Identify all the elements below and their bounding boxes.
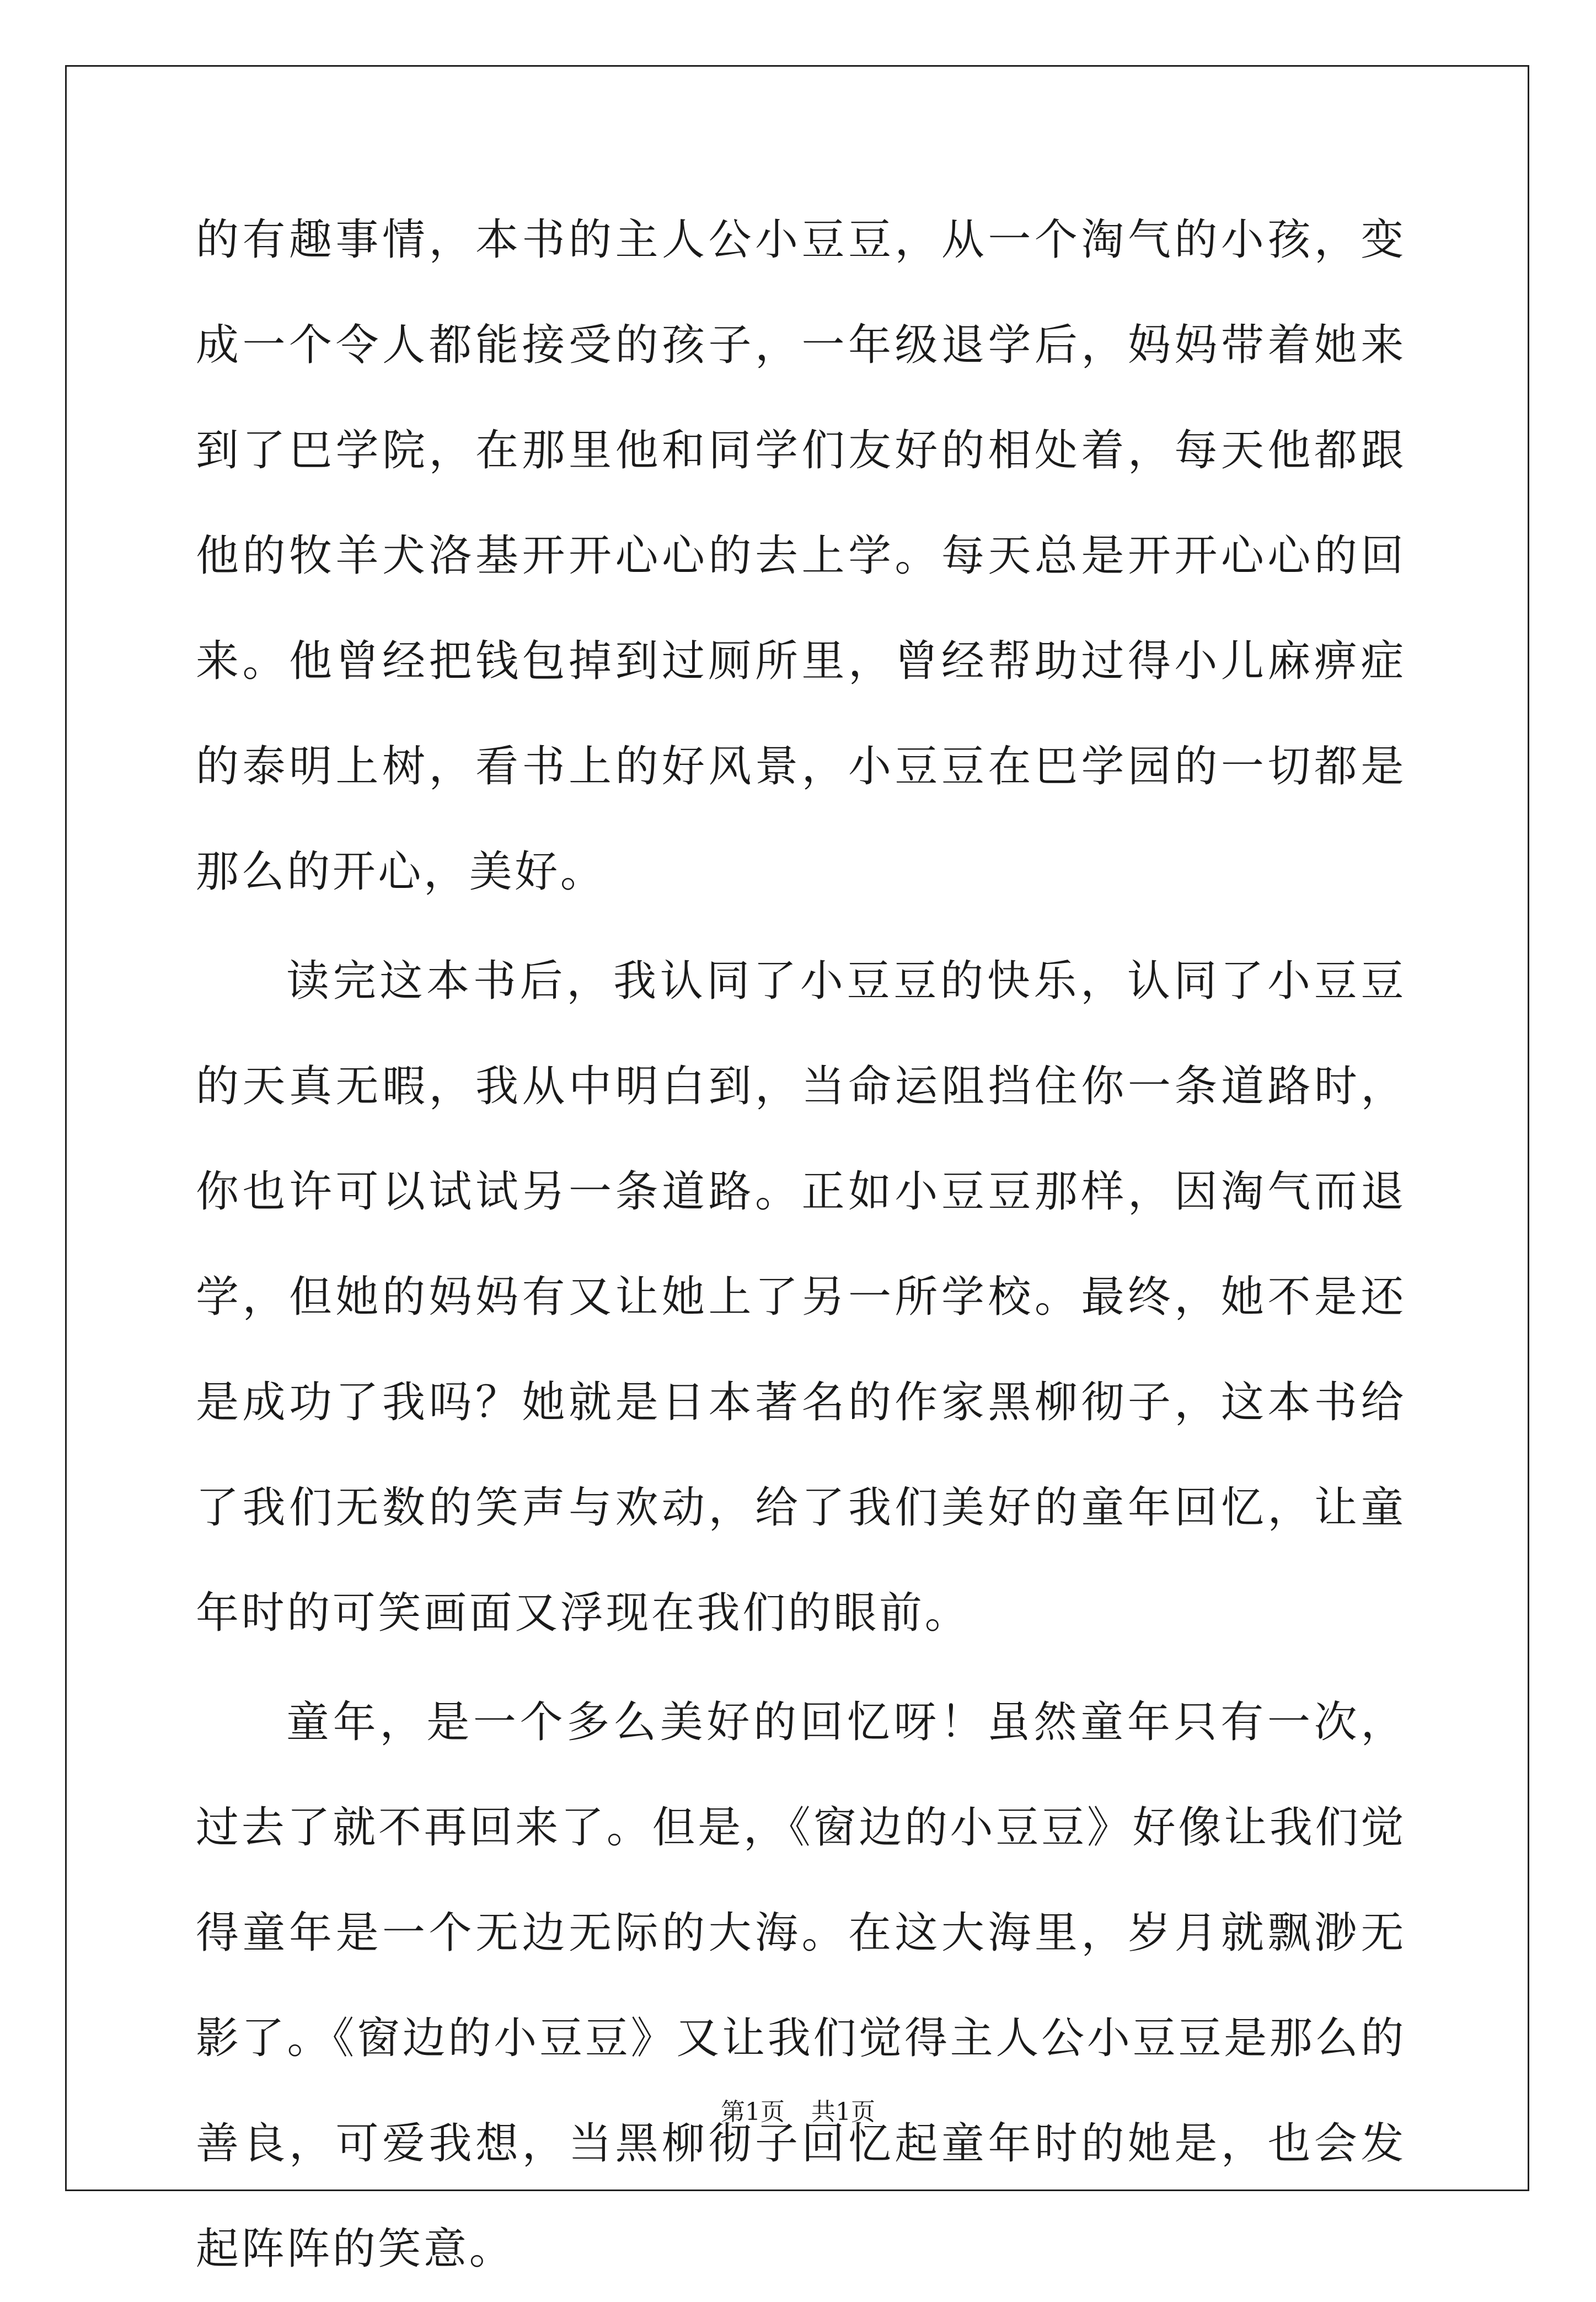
document-body [196, 188, 1406, 2302]
page-number-total: 共1页 [811, 2098, 875, 2126]
paragraph-3: 童年，是一个多么美好的回忆呀！虽然童年只有一次，过去了就不再回来了。但是，《窗边的小豆豆》好像让我们觉得童年是一个无边无际的大海。在这大海里，岁月就飘渺无影了。《窗边的小豆豆》又让我们觉得主人公小豆豆是那么的善良，可爱我想，当黑柳彻子回忆起童年时的她是，也会发起阵阵的笑意。 [196, 1698, 1406, 2274]
page-footer [0, 2096, 1596, 2129]
page-number-current: 第1页 [721, 2098, 785, 2126]
paragraph-2: 读完这本书后，我认同了小豆豆的快乐，认同了小豆豆的天真无暇，我从中明白到，当命运阻挡住你一条道路时，你也许可以试试另一条道路。正如小豆豆那样，因淘气而退学，但她的妈妈有又让她上了另一所学校。最终，她不是还是成功了我吗？她就是日本著名的作家黑柳彻子，这本书给了我们无数的笑声与欢动，给了我们美好的童年回忆，让童年时的可笑画面又浮现在我们的眼前。 [196, 956, 1406, 1638]
paragraph-1: 的有趣事情，本书的主人公小豆豆，从一个淘气的小孩，变成一个令人都能接受的孩子，一年级退学后，妈妈带着她来到了巴学院，在那里他和同学们友好的相处着，每天他都跟他的牧羊犬洛基开开心心的去上学。每天总是开开心心的回来。他曾经把钱包掉到过厕所里，曾经帮助过得小儿麻痹症的泰明上树，看书上的好风景，小豆豆在巴学园的一切都是那么的开心，美好。 [196, 215, 1406, 897]
